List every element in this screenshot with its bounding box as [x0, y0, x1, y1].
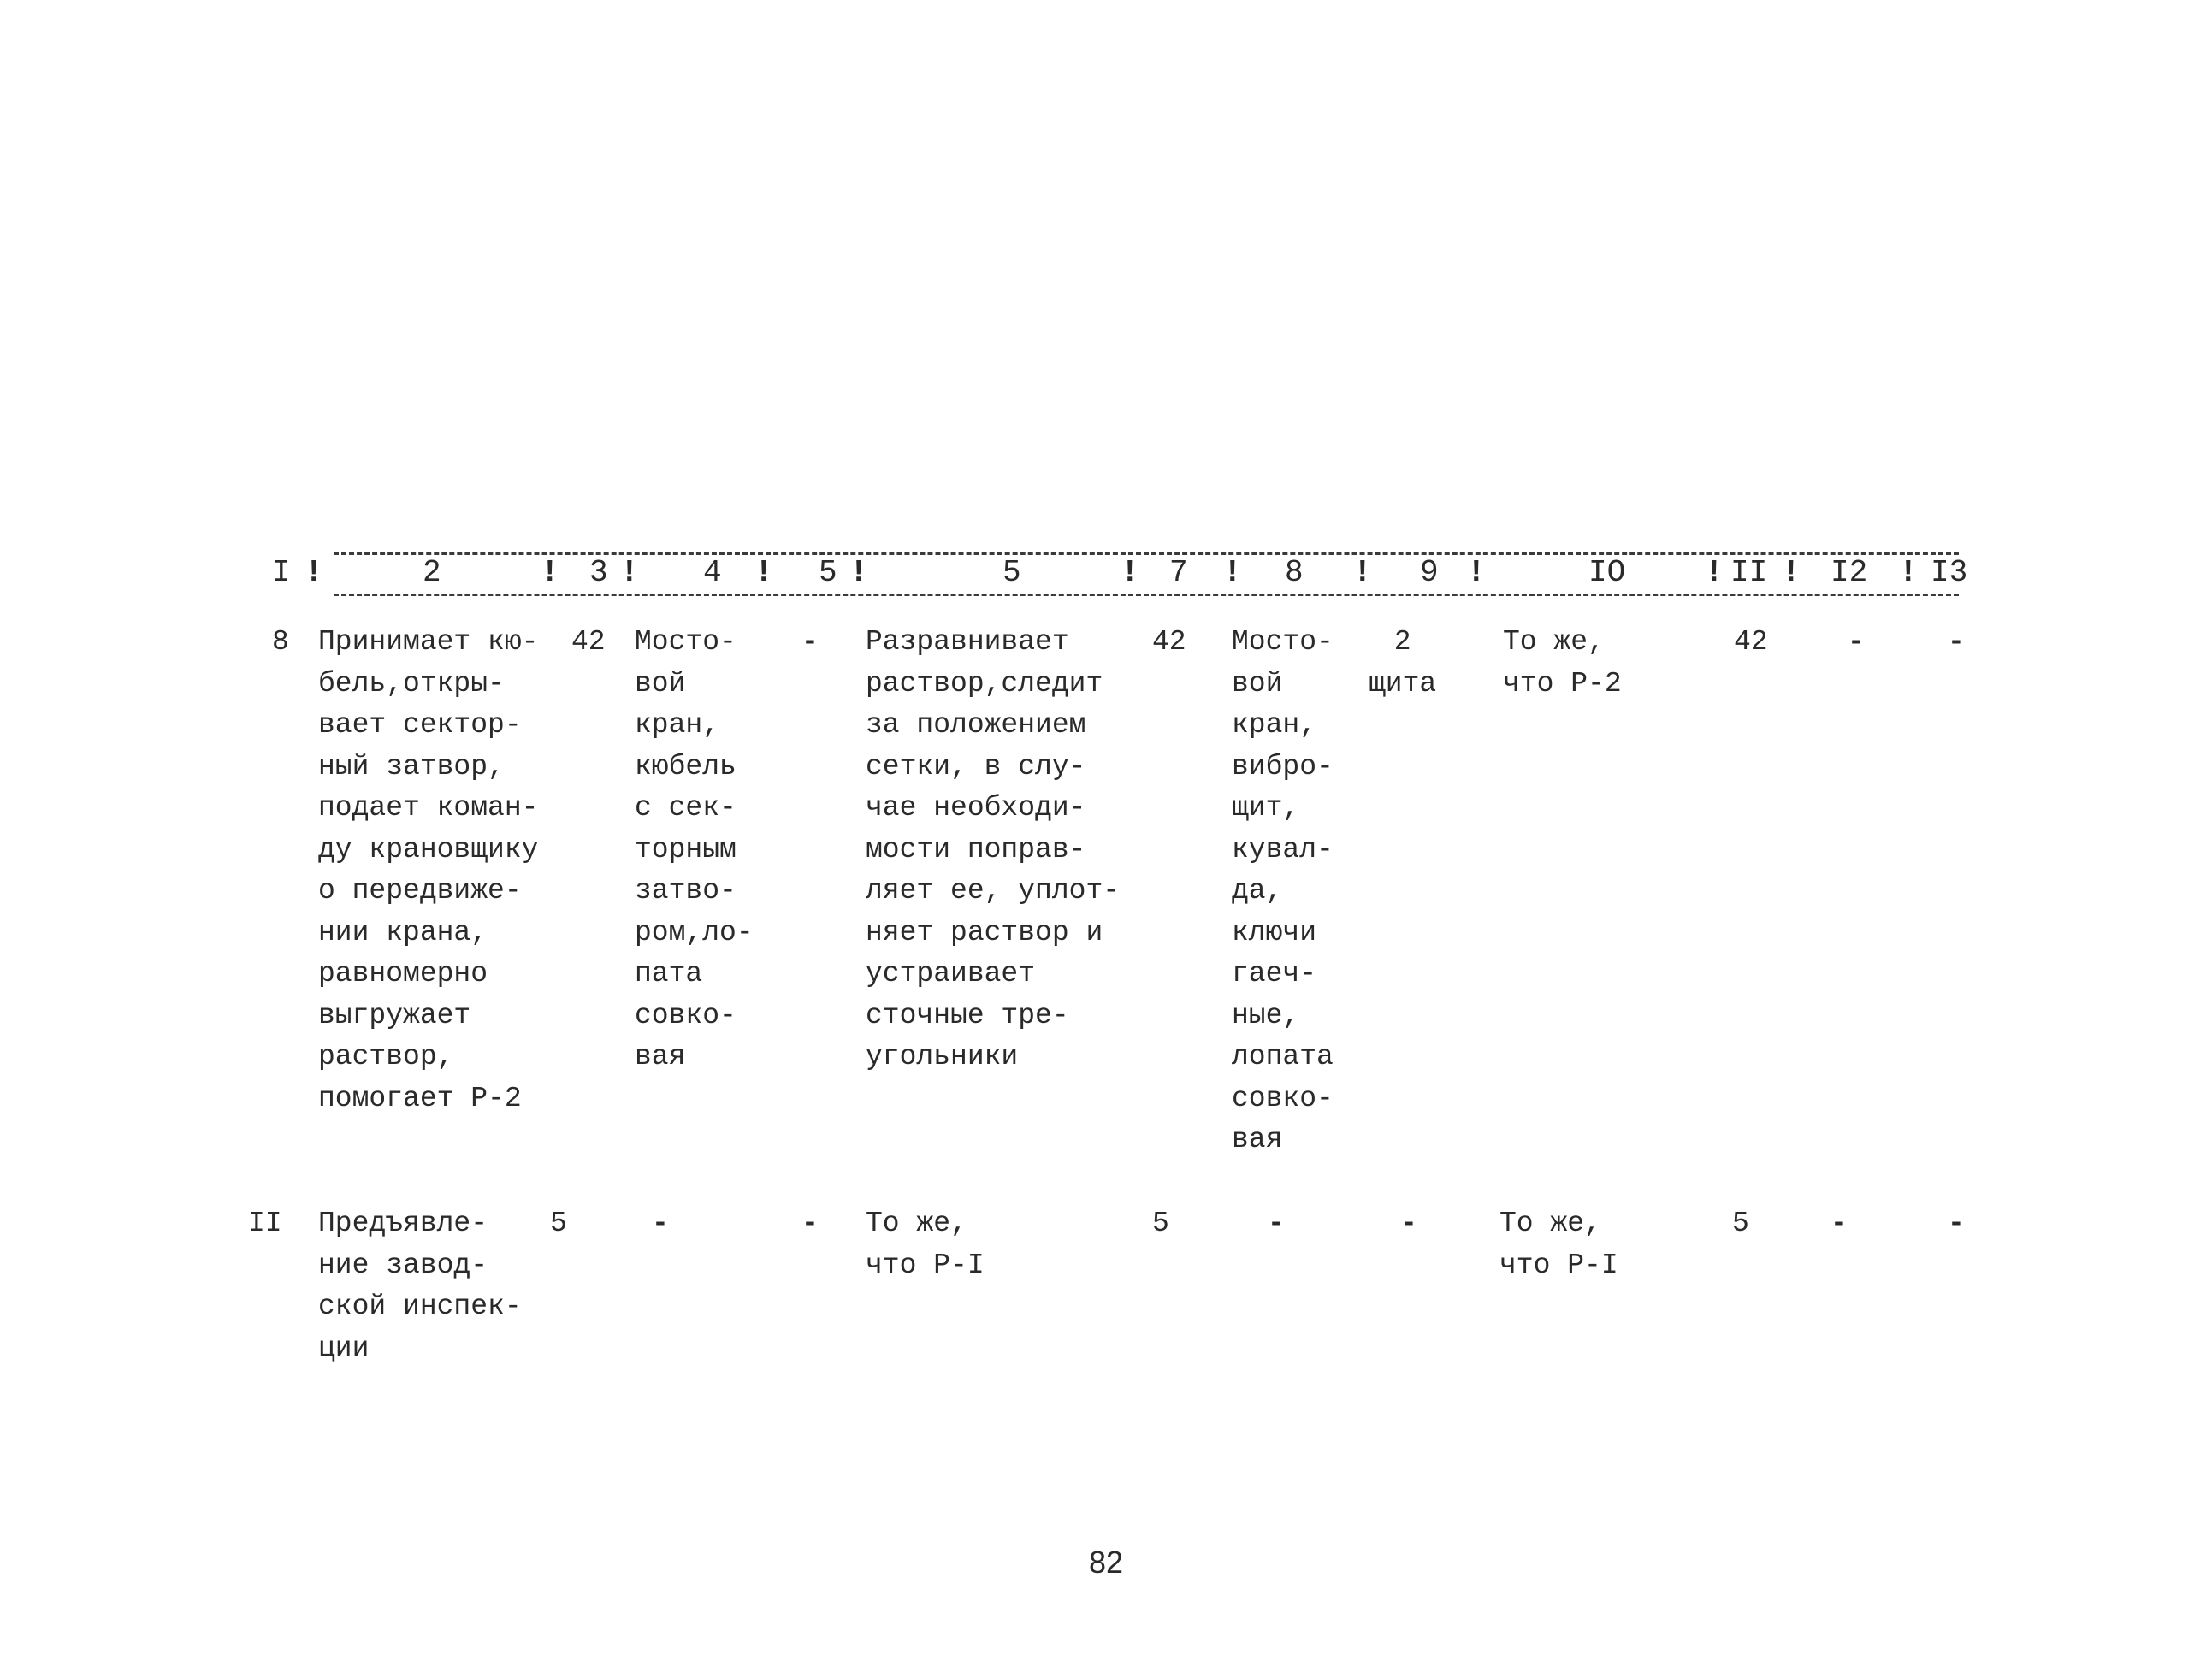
- operation-description: То же, что Р-I: [866, 1208, 985, 1281]
- empty-value: -: [801, 1208, 819, 1239]
- header-col-5: 5: [819, 555, 837, 590]
- header-separator: !: [1899, 555, 1918, 590]
- header-col-4: 4: [703, 555, 722, 590]
- header-separator: !: [1353, 555, 1372, 590]
- header-col-13: I3: [1931, 555, 1968, 590]
- empty-value: -: [1948, 626, 1965, 658]
- header-col-10: IO: [1588, 555, 1626, 590]
- equipment-list: Мосто- вой кран, кюбель с сек- торным затво- ром,ло- пата совко- вая: [635, 626, 754, 1072]
- header-separator: !: [849, 555, 868, 590]
- header-col-2: 2: [423, 555, 441, 590]
- page-number: 82: [1089, 1545, 1124, 1580]
- empty-value: -: [1268, 1208, 1285, 1239]
- duration-value: 42: [1152, 626, 1186, 658]
- operation-description: Принимает кю- бель,откры- вает сектор- ный затвор, подает коман- ду крановщику о передвиже- нии крана, равномерно выгружает раствор, помогает Р-2: [318, 626, 539, 1114]
- header-separator: !: [305, 555, 323, 590]
- duration-value: 5: [550, 1208, 567, 1239]
- header-separator: !: [1705, 555, 1724, 590]
- header-bottom-rule: [334, 594, 1959, 596]
- empty-value: -: [1948, 1208, 1965, 1239]
- row-number: II: [248, 1208, 282, 1239]
- empty-value: -: [652, 1208, 669, 1239]
- header-col-3: 3: [589, 555, 608, 590]
- header-col-12: I2: [1831, 555, 1868, 590]
- header-separator: !: [541, 555, 559, 590]
- operation-description: Предъявле- ние завод- ской инспек- ции: [318, 1208, 522, 1364]
- header-separator: !: [620, 555, 639, 590]
- operation-description: То же, что Р-I: [1499, 1208, 1618, 1281]
- empty-value: -: [1848, 626, 1865, 658]
- duration-value: 5: [1152, 1208, 1169, 1239]
- header-col-8: 8: [1285, 555, 1304, 590]
- equipment-quantity: 2 щита: [1369, 626, 1437, 700]
- header-col-1: I: [272, 555, 291, 590]
- duration-value: 5: [1732, 1208, 1749, 1239]
- header-separator: !: [754, 555, 773, 590]
- operation-description: Разравнивает раствор,следит за положением сетки, в слу- чае необходи- мости поправ- ляет ее, уплот- няет раствор и устраивает сточные тре- угольники: [866, 626, 1121, 1072]
- header-separator: !: [1467, 555, 1486, 590]
- header-separator: !: [1121, 555, 1139, 590]
- operation-description: То же, что Р-2: [1503, 626, 1622, 700]
- duration-value: 42: [571, 626, 606, 658]
- equipment-list: Мосто- вой кран, вибро- щит, кувал- да, ключи гаеч- ные, лопата совко- вая: [1232, 626, 1334, 1155]
- row-number: 8: [272, 626, 289, 658]
- empty-value: -: [801, 626, 819, 658]
- header-separator: !: [1223, 555, 1242, 590]
- header-col-6: 5: [1002, 555, 1021, 590]
- header-col-7: 7: [1169, 555, 1188, 590]
- empty-value: -: [1400, 1208, 1417, 1239]
- duration-value: 42: [1734, 626, 1768, 658]
- header-col-9: 9: [1420, 555, 1439, 590]
- header-col-11: II: [1730, 555, 1768, 590]
- header-separator: !: [1782, 555, 1801, 590]
- empty-value: -: [1831, 1208, 1848, 1239]
